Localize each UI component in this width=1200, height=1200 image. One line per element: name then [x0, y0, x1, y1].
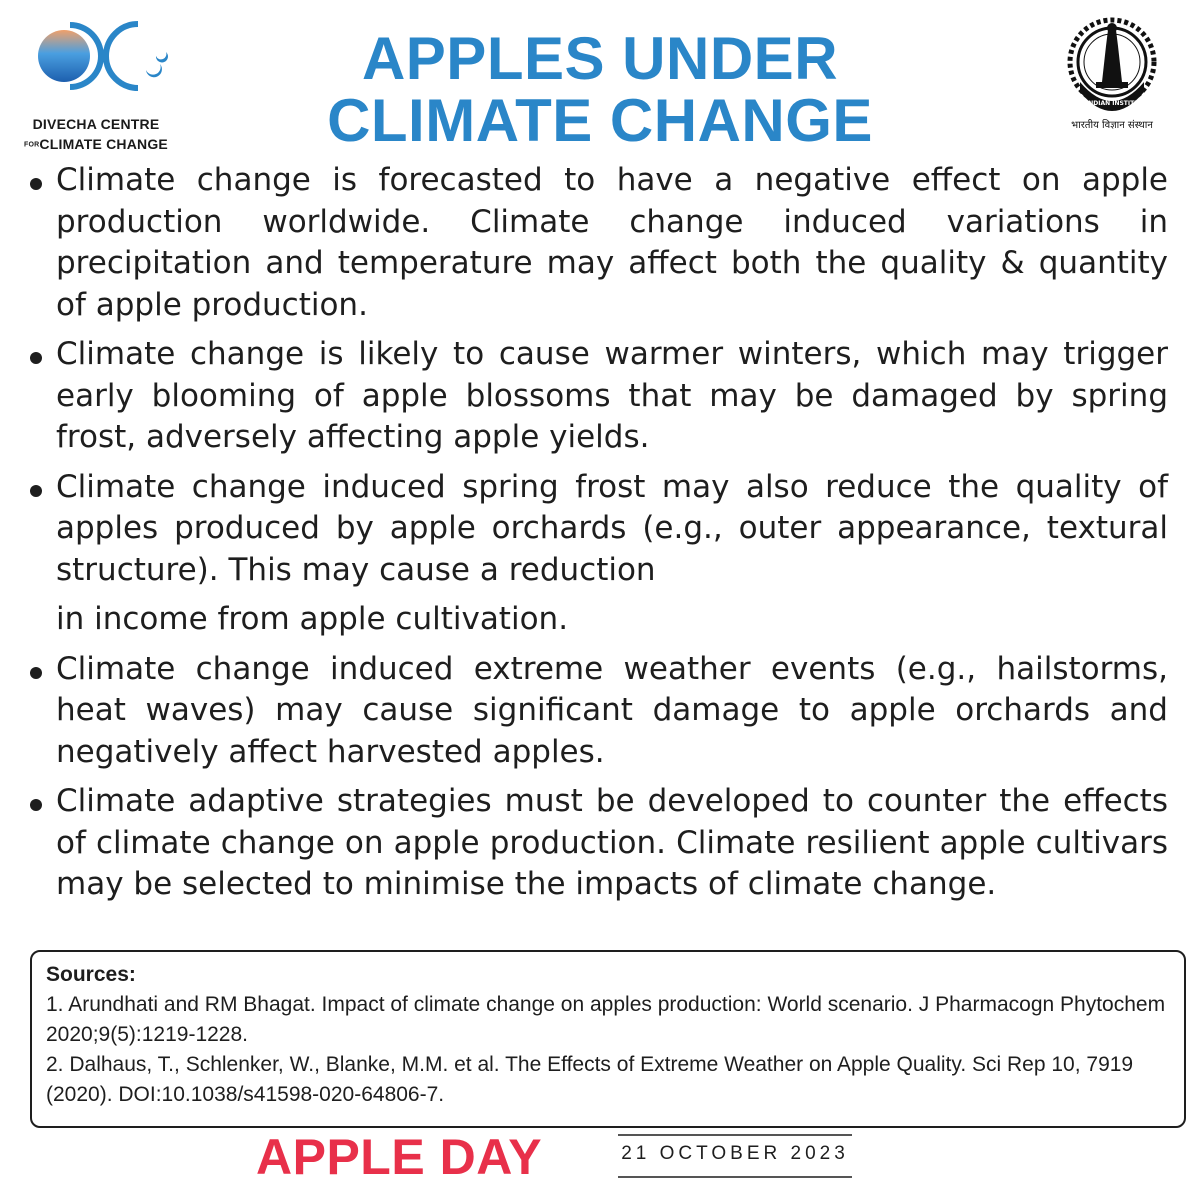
centre-name — [16, 114, 176, 155]
list-item — [28, 781, 1168, 906]
title-line1: APPLES UNDER — [361, 25, 839, 92]
bullet-text: Climate change induced extreme weather events (e.g., hailstorms, heat waves) may cause significant damage to apple orchards and negatively affect harvested apples. — [56, 650, 1168, 770]
centre-name-line1: DIVECHA CENTRE — [32, 116, 160, 132]
iisc-hindi-text: भारतीय विज्ञान संस्थान — [1071, 120, 1153, 131]
bullet-dot-icon — [30, 352, 42, 364]
title-line2: CLIMATE CHANGE — [327, 87, 873, 154]
bullet-text: Climate change is forecasted to have a negative effect on apple production worldwide. Climate change induced variations in precipitation and temperature may affect both the quality & quantity of apple production. — [56, 162, 1168, 323]
bullet-dot-icon — [30, 667, 42, 679]
sources-box — [30, 950, 1186, 1128]
iisc-emblem-icon — [1052, 12, 1182, 142]
bullet-text: Climate adaptive strategies must be developed to counter the effects of climate change on apple production. Climate resilient apple cultivars may be selected to minimise the impacts of climate change. — [56, 783, 1168, 902]
centre-name-for: FOR — [24, 141, 40, 149]
bullet-list — [28, 160, 1168, 914]
footer-title: APPLE DAY — [256, 1129, 543, 1185]
iisc-logo — [1052, 12, 1182, 142]
bullet-dot-icon — [30, 799, 42, 811]
list-item — [28, 467, 1168, 641]
list-item — [28, 160, 1168, 326]
source-item: 1. Arundhati and RM Bhagat. Impact of climate change on apples production: World scenario. J Pharmacogn Phytochem 2020;9(5):1219-1228. — [46, 993, 1166, 1046]
bullet-text-continuation: in income from apple cultivation. — [56, 601, 569, 637]
sources-heading: Sources: — [46, 963, 136, 986]
divecha-centre-logo — [24, 14, 176, 152]
iisc-arc-text: INDIAN INSTITUTE OF SCIENCE — [1086, 100, 1182, 107]
page-title — [300, 25, 900, 154]
centre-name-line2: CLIMATE CHANGE — [39, 136, 168, 152]
divecha-dc-logo-icon — [30, 14, 170, 96]
source-item: 2. Dalhaus, T., Schlenker, W., Blanke, M.M. et al. The Effects of Extreme Weather on Apple Quality. Sci Rep 10, 7919 (2020). DOI:10.1038/s41598-020-64806-7. — [46, 1053, 1134, 1106]
list-item — [28, 649, 1168, 774]
bullet-text: Climate change induced spring frost may also reduce the quality of apples produced by apple orchards (e.g., outer appearance, textural structure). This may cause a reduction — [56, 468, 1168, 588]
bullet-text: Climate change is likely to cause warmer winters, which may trigger early blooming of apple blossoms that may be damaged by spring frost, adversely affecting apple yields. — [56, 336, 1168, 455]
bullet-dot-icon — [30, 178, 42, 190]
list-item — [28, 334, 1168, 459]
bullet-dot-icon — [30, 485, 42, 497]
footer-date: 21 OCTOBER 2023 — [618, 1134, 852, 1178]
